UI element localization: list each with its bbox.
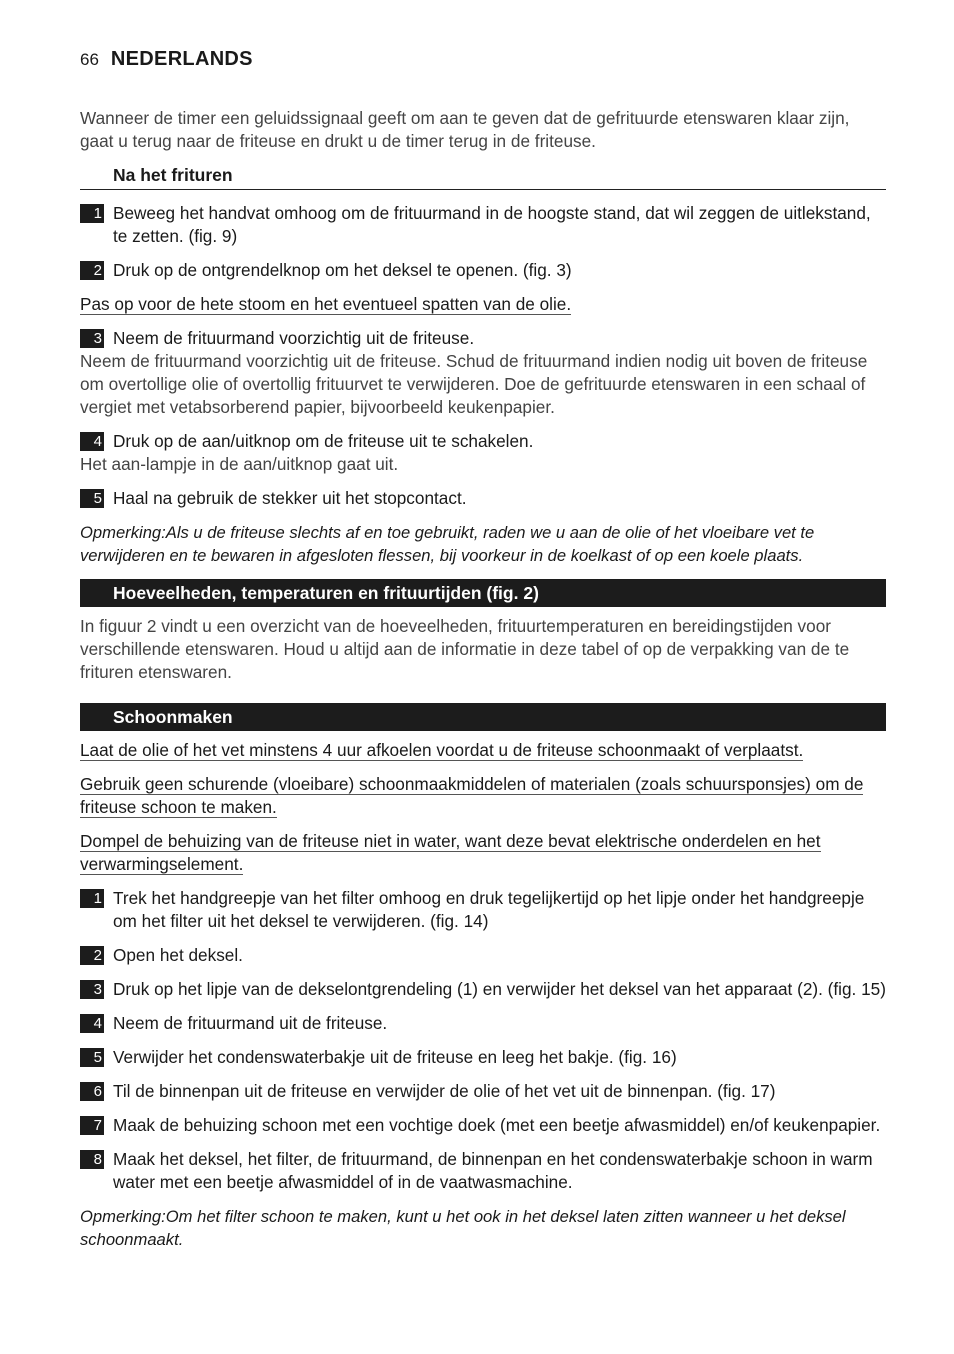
page-header — [80, 48, 253, 71]
step-number: 4 — [80, 1014, 104, 1033]
step-item — [80, 978, 886, 1001]
step-item — [80, 944, 886, 967]
step-number: 7 — [80, 1116, 104, 1135]
step-text: Druk op het lipje van de dekselontgrendeling (1) en verwijder het deksel van het apparaat (2). (fig. 15) — [113, 979, 886, 999]
step-item — [80, 887, 886, 933]
step-number: 3 — [80, 329, 104, 348]
step-number: 5 — [80, 1048, 104, 1067]
warning-text — [80, 293, 886, 316]
step-item — [80, 202, 886, 248]
step-text: Druk op de ontgrendelknop om het deksel te openen. (fig. 3) — [113, 260, 572, 280]
page-content — [80, 107, 886, 1263]
warning-text — [80, 739, 886, 762]
note-text: Opmerking:Om het filter schoon te maken, kunt u het ook in het deksel laten zitten wanneer u het deksel schoonmaakt. — [80, 1207, 846, 1249]
step-item — [80, 1080, 886, 1103]
step-detail: Neem de frituurmand voorzichtig uit de friteuse. Schud de frituurmand indien nodig uit boven de friteuse om overtollige olie of overtollig frituurvet te verwijderen. Doe de gefrituurde etenswaren in een schaal of vergiet met vetabsorberend papier, bijvoorbeeld keukenpapier. — [80, 351, 868, 417]
step-detail: Het aan-lampje in de aan/uitknop gaat uit. — [80, 454, 399, 474]
step-number: 2 — [80, 261, 104, 280]
step-text: Open het deksel. — [113, 945, 243, 965]
step-text: Maak het deksel, het filter, de frituurmand, de binnenpan en het condenswaterbakje schoon in warm water met een beetje afwasmiddel of in de vaatwasmachine. — [113, 1149, 873, 1192]
step-item — [80, 430, 886, 453]
language-heading: NEDERLANDS — [110, 48, 253, 70]
quantities-paragraph: In figuur 2 vindt u een overzicht van de hoeveelheden, frituurtemperaturen en bereidingstijden voor verschillende etenswaren. Houd u altijd aan de informatie in deze tabel of op de verpakking van de te frituren etenswaren. — [80, 616, 850, 682]
step-text: Neem de frituurmand voorzichtig uit de friteuse. — [113, 328, 475, 348]
warning-underlined: Laat de olie of het vet minstens 4 uur afkoelen voordat u de friteuse schoonmaakt of verplaatst. — [80, 740, 804, 760]
step-text: Beweeg het handvat omhoog om de frituurmand in de hoogste stand, dat wil zeggen de uitlekstand, te zetten. (fig. 9) — [113, 203, 871, 246]
warning-text — [80, 773, 886, 819]
page-number: 66 — [80, 50, 99, 69]
section-heading-quantities: Hoeveelheden, temperaturen en frituurtijden (fig. 2) — [80, 579, 886, 607]
step-item — [80, 1012, 886, 1035]
step-item — [80, 1046, 886, 1069]
warning-text — [80, 830, 886, 876]
note-text: Opmerking:Als u de friteuse slechts af en toe gebruikt, raden we u aan de olie of het vloeibare vet te verwijderen en te bewaren in afgesloten flessen, bij voorkeur in de koelkast of op een koele plaats. — [80, 523, 815, 565]
step-number: 8 — [80, 1150, 104, 1169]
step-text: Neem de frituurmand uit de friteuse. — [113, 1013, 388, 1033]
step-number: 1 — [80, 889, 104, 908]
step-text: Verwijder het condenswaterbakje uit de friteuse en leeg het bakje. (fig. 16) — [113, 1047, 677, 1067]
step-number: 3 — [80, 980, 104, 999]
step-item — [80, 327, 886, 350]
warning-underlined: Dompel de behuizing van de friteuse niet in water, want deze bevat elektrische onderdelen en het verwarmingselement. — [80, 831, 821, 874]
step-item — [80, 487, 886, 510]
step-item — [80, 259, 886, 282]
step-text: Trek het handgreepje van het filter omhoog en druk tegelijkertijd op het lipje onder het handgreepje om het filter uit het deksel te verwijderen. (fig. 14) — [113, 888, 865, 931]
section-heading-after-frying: Na het frituren — [80, 164, 886, 190]
step-item — [80, 1148, 886, 1194]
step-text: Druk op de aan/uitknop om de friteuse uit te schakelen. — [113, 431, 534, 451]
step-number: 2 — [80, 946, 104, 965]
warning-underlined: Gebruik geen schurende (vloeibare) schoonmaakmiddelen of materialen (zoals schuursponsjes) om de friteuse schoon te maken. — [80, 774, 864, 817]
step-text: Haal na gebruik de stekker uit het stopcontact. — [113, 488, 467, 508]
step-number: 4 — [80, 432, 104, 451]
step-number: 6 — [80, 1082, 104, 1101]
step-text: Maak de behuizing schoon met een vochtige doek (met een beetje afwasmiddel) en/of keukenpapier. — [113, 1115, 881, 1135]
warning-underlined: Pas op voor de hete stoom en het eventueel spatten van de olie. — [80, 294, 572, 314]
step-item — [80, 1114, 886, 1137]
intro-paragraph: Wanneer de timer een geluidssignaal geeft om aan te geven dat de gefrituurde etenswaren klaar zijn, gaat u terug naar de friteuse en drukt u de timer terug in de friteuse. — [80, 108, 850, 151]
step-number: 5 — [80, 489, 104, 508]
section-heading-cleaning: Schoonmaken — [80, 703, 886, 731]
step-number: 1 — [80, 204, 104, 223]
step-text: Til de binnenpan uit de friteuse en verwijder de olie of het vet uit de binnenpan. (fig. 17) — [113, 1081, 776, 1101]
